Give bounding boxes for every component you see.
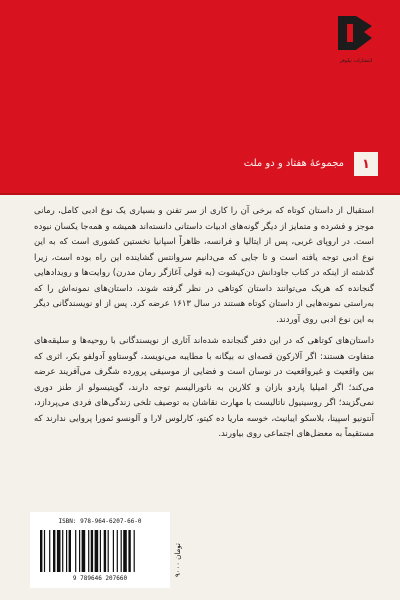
series-number-badge: ۱ xyxy=(354,152,378,176)
price-text: ۹۰۰۰ تومان xyxy=(174,543,182,577)
barcode-digits: 9 789646 207660 xyxy=(72,575,128,582)
publisher-logo-text: انتشارات نیلوفر xyxy=(339,58,373,64)
back-cover-text xyxy=(34,204,374,449)
barcode-sticker xyxy=(30,512,170,588)
paragraph-1: استقبال از داستان کوتاه که برخی آن را کاری از سر تفنن و بسیاری یک نوع ادبی کامل، رمانی موجز و فشرده و متمایز از دیگر گونه‌های ادبیات داستانی دانسته‌اند همیشه و همه‌جا یکسان نبوده است. در اروپای غربی، پس از ایتالیا و فرانسه، ظاهراً اسپانیا نخستین کشوری است که به این نوع ادبی توجه یافته است و تا جایی که می‌دانیم سروانتس گشاینده این راه بوده است، زیرا گذشته از اینکه در کتاب جاودانش دن‌کیشوت (به قولی آغازگر رمان مدرن) روایت‌ها و رویدادهایی گنجانده که هریک می‌توانند داستان کوتاهی در نظر گرفته شوند، داستان‌های نمونه‌اش را که به‌راستی نمونه‌هایی از داستان کوتاه هستند در سال ۱۶۱۳ عرضه کرد. پس از او نویسندگانی دیگر به این نوع ادبی روی آوردند. xyxy=(34,206,374,325)
paragraph-2: داستان‌های کوتاهی که در این دفتر گنجانده شده‌اند آثاری از نویسندگانی با روحیه‌ها و سلیقه‌های متفاوت هستند: اگر آلارکون قصه‌ای نه بیگانه با مطایبه می‌نویسد، گوستاوو آدولفو بکر، اثری که بین واقعیت و غیرواقعیت در نوسان است و فضایی از موسیقی پرورده شگرف می‌آفریند عرضه می‌کند؛ اگر امیلیا پاردو بازان و کلارین به ناتورالیسم توجه دارند، گویتیسولو از طنز دوری نمی‌گزیند؛ اگر روسینیول ناتالیست با مهارت نقاشان به توصیف تلخی زندگی‌های فردی می‌پردازد، آنتونیو اسپینا، بلاسکو ایبانیث، خوسه ماریا ده کیتو، کارلوس لارا و آلونسو ثمورا پروایی ندارند که مستقیماً به معضل‌های اجتماعی روی بیاورند. xyxy=(34,336,374,439)
isbn-text: ISBN: 978-964-6207-66-0 xyxy=(58,518,142,525)
publisher-logo-icon xyxy=(334,10,376,56)
header-divider xyxy=(0,193,400,195)
red-header-band xyxy=(0,0,400,193)
series-title: مجموعهٔ هفتاد و دو ملت xyxy=(243,158,344,169)
barcode-bars-icon xyxy=(40,530,160,572)
